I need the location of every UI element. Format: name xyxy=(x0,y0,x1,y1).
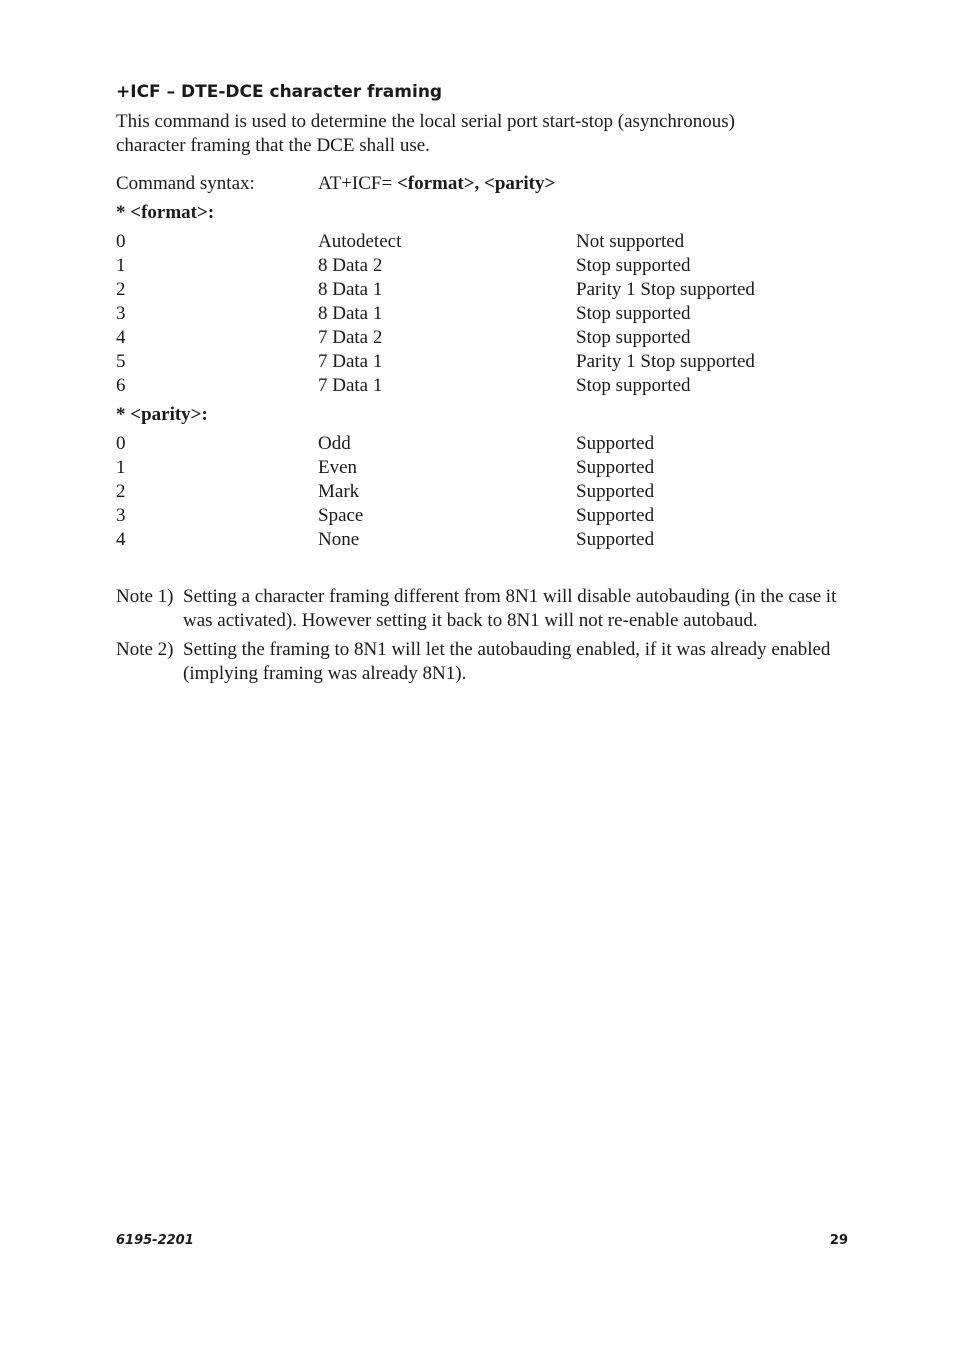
row-code: 6 xyxy=(116,375,126,396)
note-2 xyxy=(116,638,848,686)
command-syntax-value xyxy=(318,172,555,196)
table-row xyxy=(116,432,848,456)
notes xyxy=(116,585,848,686)
row-code: 4 xyxy=(116,327,126,348)
row-status: Parity 1 Stop supported xyxy=(576,279,755,300)
row-name: 8 Data 1 xyxy=(318,279,383,300)
row-status: Stop supported xyxy=(576,327,691,348)
row-status: Supported xyxy=(576,529,655,550)
command-args: <format>, <parity> xyxy=(396,173,556,194)
row-code: 3 xyxy=(116,505,126,526)
row-code: 4 xyxy=(116,529,126,550)
footer-page-number: 29 xyxy=(829,1233,848,1248)
row-name: 7 Data 2 xyxy=(318,327,383,348)
format-section-label: * <format>: xyxy=(116,202,215,223)
row-status: Stop supported xyxy=(576,375,691,396)
note-text: Setting the framing to 8N1 will let the autobauding enabled, if it was already enabled (implying framing was already 8N1). xyxy=(183,639,831,684)
table-row xyxy=(116,480,848,504)
table-row xyxy=(116,374,848,398)
row-name: 7 Data 1 xyxy=(318,375,383,396)
row-code: 1 xyxy=(116,255,126,276)
row-status: Supported xyxy=(576,457,655,478)
row-status: Supported xyxy=(576,505,655,526)
row-name: Mark xyxy=(318,481,360,502)
note-label: Note 1) xyxy=(116,586,174,607)
row-name: 8 Data 2 xyxy=(318,255,383,276)
parity-section-label: * <parity>: xyxy=(116,404,208,425)
table-row xyxy=(116,528,848,552)
format-table xyxy=(116,230,848,398)
row-name: 8 Data 1 xyxy=(318,303,383,324)
row-status: Parity 1 Stop supported xyxy=(576,351,755,372)
table-row xyxy=(116,278,848,302)
row-status: Not supported xyxy=(576,231,685,252)
row-code: 0 xyxy=(116,231,126,252)
table-row xyxy=(116,254,848,278)
row-status: Stop supported xyxy=(576,303,691,324)
table-row xyxy=(116,350,848,374)
row-name: 7 Data 1 xyxy=(318,351,383,372)
command-syntax xyxy=(116,172,848,196)
row-code: 1 xyxy=(116,457,126,478)
intro-paragraph: This command is used to determine the local serial port start-stop (asynchronous) character framing that the DCE shall use. xyxy=(116,111,735,156)
row-status: Stop supported xyxy=(576,255,691,276)
parity-table xyxy=(116,432,848,552)
row-name: Even xyxy=(318,457,358,478)
row-name: None xyxy=(318,529,360,550)
footer-doc-number: 6195-2201 xyxy=(116,1233,194,1248)
document-page xyxy=(116,80,848,691)
row-code: 2 xyxy=(116,279,126,300)
row-name: Odd xyxy=(318,433,351,454)
table-row xyxy=(116,302,848,326)
command-syntax-label: Command syntax: xyxy=(116,173,255,194)
table-row xyxy=(116,504,848,528)
note-label: Note 2) xyxy=(116,639,174,660)
row-status: Supported xyxy=(576,433,655,454)
command-prefix: AT+ICF= xyxy=(318,173,397,194)
table-row xyxy=(116,326,848,350)
note-1 xyxy=(116,585,848,633)
row-name: Space xyxy=(318,505,364,526)
table-row xyxy=(116,456,848,480)
row-name: Autodetect xyxy=(318,231,402,252)
row-code: 5 xyxy=(116,351,126,372)
row-code: 3 xyxy=(116,303,126,324)
section-heading: +ICF – DTE-DCE character framing xyxy=(116,82,443,102)
row-status: Supported xyxy=(576,481,655,502)
row-code: 2 xyxy=(116,481,126,502)
table-row xyxy=(116,230,848,254)
note-text: Setting a character framing different from 8N1 will disable autobauding (in the case it was activated). However setting it back to 8N1 will not re-enable autobaud. xyxy=(183,586,837,631)
row-code: 0 xyxy=(116,433,126,454)
